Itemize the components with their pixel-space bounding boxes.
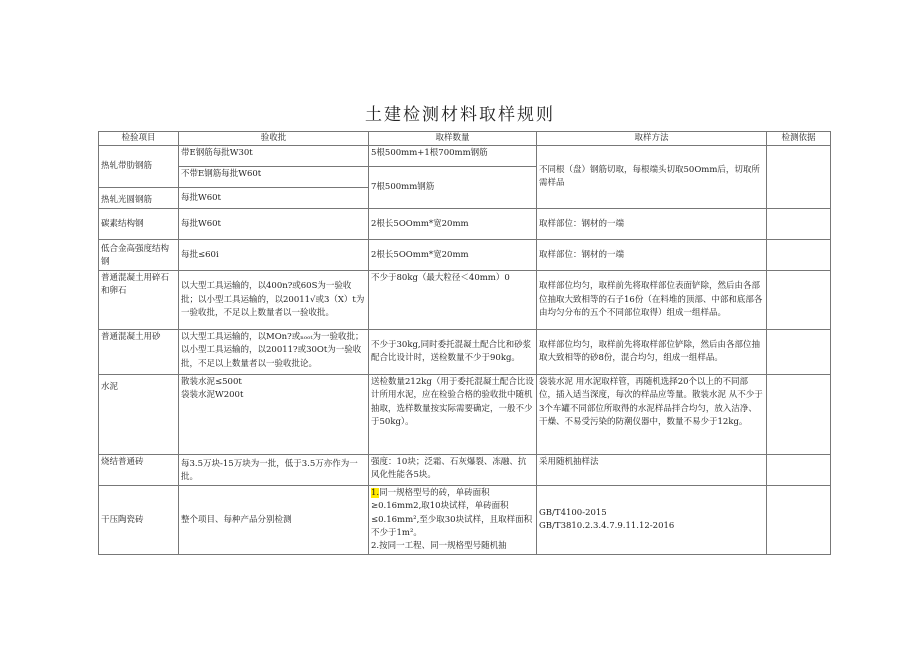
- cell-method: 取样部位均匀，取样前先将取样部位铲除，然后由各部位抽取大致相等的砂8份，混合均匀，组成一组样品。: [537, 330, 767, 375]
- cell-standard: [767, 486, 831, 555]
- cell-method: 取样部位均匀，取样前先将取样部位表面铲除，然后由各部位抽取大致相等的石子16份（在料堆的顶部、中部和底部各由均匀分布的五个不同部位取得）组成一组样品。: [537, 271, 767, 330]
- batch-bagged: 袋装水泥W200t: [181, 390, 244, 401]
- cell-batch: 每3.5万块-15万块为一批，低于3.5万亦作为一批。: [179, 455, 369, 486]
- cell-quantity: 不少于30kg,同时委托混凝土配合比和砂浆配合比设计时，送检数量不少于90kg。: [369, 330, 537, 375]
- cell-batch: 以大型工具运输的，以MOn?或ₙₒₒₜ为一验收批；以小型工具运输的，以20011?或30Ot为一验收批，不足以上数量者以一验收批论。: [179, 330, 369, 375]
- cell-item: 烧结普通砖: [99, 455, 179, 486]
- header-batch: 验收批: [179, 132, 369, 146]
- header-item: 检验项目: [99, 132, 179, 146]
- cell-item: 干压陶瓷砖: [99, 486, 179, 555]
- table-row: [99, 209, 831, 240]
- quantity-text-2: 2.按同一工程、同一规格型号随机抽: [371, 540, 507, 551]
- table-row: [99, 330, 831, 375]
- table-row: [99, 375, 831, 455]
- cell-item: 普通混凝土用砂: [99, 330, 179, 375]
- cell-standard: [767, 455, 831, 486]
- page-title: 土建检测材料取样规则: [365, 105, 555, 125]
- cell-standard: [767, 330, 831, 375]
- cell-quantity: 7根500mm钢筋: [369, 167, 537, 209]
- cell-batch: 每批≤60i: [179, 240, 369, 271]
- cell-item: 热轧光圆钢筋: [99, 188, 179, 209]
- cell-item: 低合金高强度结构钢: [99, 240, 179, 271]
- table-row: [99, 146, 831, 167]
- cell-method: 袋装水泥 用水泥取样管，再随机选择20个以上的不同部位，插入适当深度，每次的样品应等量。散装水泥 从不少于3个车罐不同部位所取得的水泥样品拌合均匀，放入洁净、干燥、不易受污染的防潮仪器中，数量不易少于12kg。: [537, 375, 767, 455]
- sampling-rules-table: [98, 131, 831, 555]
- cell-method: 取样部位：钢材的一端: [537, 209, 767, 240]
- header-standard: 检测依据: [767, 132, 831, 146]
- cell-standard: [767, 240, 831, 271]
- cell-standard: [767, 375, 831, 455]
- header-method: 取样方法: [537, 132, 767, 146]
- cell-quantity: [369, 486, 537, 555]
- batch-bulk: 散装水泥≤500t: [181, 377, 242, 388]
- table-header-row: [99, 132, 831, 146]
- cell-standard: [767, 209, 831, 240]
- cell-standard: [767, 271, 831, 330]
- cell-batch: 以大型工具运输的，以400n?或60S为一验收批；以小型工具运输的，以20011√或3（X）t为一验收批，不足以上数量者以一验收批。: [179, 271, 369, 330]
- standard-1: GB/T4100-2015: [539, 507, 607, 518]
- quantity-text-1: 同一规格型号的砖，单砖面积≥0.16mm2,取10块试样，单砖面积≤0.16mm²,至少取30块试样，且取样面积不少于1m²。: [371, 488, 533, 538]
- cell-method: [537, 486, 767, 555]
- cell-batch: 带E钢筋每批W30t: [179, 146, 369, 167]
- cell-standard: [767, 146, 831, 209]
- cell-method: 取样部位：钢材的一端: [537, 240, 767, 271]
- table-row: [99, 486, 831, 555]
- cell-item: 普通混凝土用碎石和卵石: [99, 271, 179, 330]
- cell-quantity: 强度：10块；泛霜、石灰爆裂、冻融、抗风化性能各5块。: [369, 455, 537, 486]
- cell-item: 碳素结构钢: [99, 209, 179, 240]
- cell-quantity: 2根长5OOmm*宽20mm: [369, 240, 537, 271]
- cell-method: 不同根（盘）钢筋切取，每根端头切取50Omm后，切取所需样品: [537, 146, 767, 209]
- cell-item: 热轧带肋钢筋: [99, 146, 179, 188]
- table-row: [99, 240, 831, 271]
- cell-quantity: 5根500mm+1根700mm钢筋: [369, 146, 537, 167]
- cell-method: 采用随机抽样法: [537, 455, 767, 486]
- table-row: [99, 271, 831, 330]
- cell-batch: 每批W60t: [179, 209, 369, 240]
- header-quantity: 取样数量: [369, 132, 537, 146]
- cell-quantity: 不少于80kg（最大粒径＜40mm）0: [369, 271, 537, 330]
- cell-quantity: 2根长5OOmm*宽20mm: [369, 209, 537, 240]
- cell-batch: 整个项目、每种产品分别检测: [179, 486, 369, 555]
- cell-batch: [179, 375, 369, 455]
- cell-batch: 不带E钢筋每批W60t: [179, 167, 369, 188]
- list-number-highlight: 1.: [371, 488, 380, 499]
- cell-quantity: 送检数量212kg（用于委托混凝土配合比设计所用水泥，应在检验合格的验收批中随机抽取，选样数量按实际需要确定，一般不少于50kg）。: [369, 375, 537, 455]
- cell-batch: 每批W60t: [179, 188, 369, 209]
- cell-item: 水泥: [99, 375, 179, 455]
- table-row: [99, 455, 831, 486]
- standard-2: GB/T3810.2.3.4.7.9.11.12-2016: [539, 521, 675, 532]
